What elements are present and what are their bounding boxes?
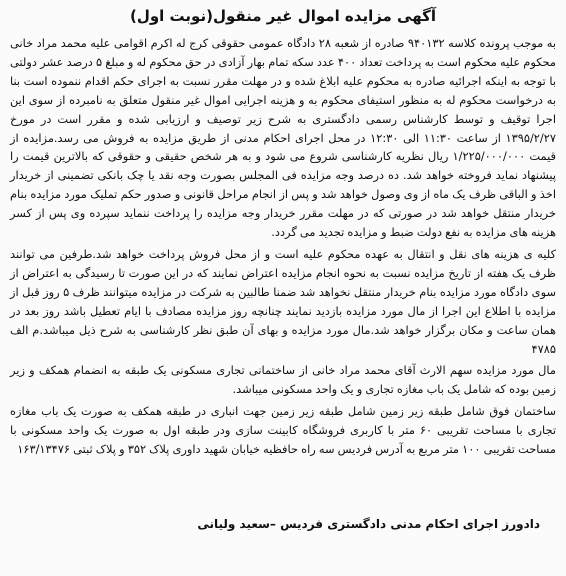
notice-paragraph-1: به موجب پرونده کلاسه ۹۴۰۱۳۲ صادره از شعبه ۲۸ دادگاه عمومی حقوقی کرج له اکرم اقوامی علیه محمد مراد خانی محکوم علیه محکوم است به پرداخت تعداد ۴۰۰ عدد سکه تمام بهار آزادی در حق محکوم له و مبلغ ۵ درصد عشر دولتی با توجه به اینکه اجرائیه صادره به محکوم علیه ابلاغ شده و در مهلت مقرر نسبت به اجرای حکم اقدام ننموده است بنا به درخواست محکوم له به منظور استیفای محکوم به و هزینه اجرایی اموال غیر منقول متعلق به نامبرده از سوی این اجرا توقیف و توسط کارشناس رسمی دادگستری به شرح زیر توصیف و ارزیابی شده و مقرر است در مورخ ۱۳۹۵/۲/۲۷ از ساعت ۱۱:۳۰ الی ۱۲:۳۰ در محل اجرای احکام مدنی از طریق مزایده به فروش می رسد.مزایده از قیمت ۱/۲۲۵/۰۰۰/۰۰۰ ریال نظریه کارشناسی شروع می شود و به هر شخص حقیقی و حقوقی که بالاترین قیمت را پیشنهاد نماید فروخته خواهد شد. ده درصد وجه مزایده فی المجلس بصورت وجه نقد یا چک بانکی تضمینی از خریدار اخذ و الباقی ظرف یک ماه از وی وصول خواهد شد و پس از انجام مراحل قانونی و صدور حکم تملیک مورد مزایده بنام خریدار منتقل خواهد شد در صورتی که در مهلت مقرر خریدار وجه مزایده را پرداخت ننماید سپرده وی پس از کسر هزینه های مزایده به نفع دولت ضبط و مزایده تجدید می گردد. <box>10 36 557 240</box>
notice-body <box>10 34 556 459</box>
notice-title: آگهی مزایده اموال غیر منقول(نوبت اول) <box>129 7 437 25</box>
notice-paragraph-3: مال مورد مزایده سهم الارث آقای محمد مراد خانی از ساختمانی تجاری مسکونی یک طبقه به انضمام همکف و زیر زمین بوده که شامل یک باب مغازه تجاری و یک واحد مسکونی میباشد. <box>10 363 556 397</box>
notice-paragraph-2: کلیه ی هزینه های نقل و انتقال به عهده محکوم علیه است و از محل فروش پرداخت خواهد شد.طرفین می توانند ظرف یک هفته از تاریخ مزایده نسبت به نحوه انجام مزایده اعتراض نمایند که در این صورت تا رسیدگی به اعتراض از سوی دادگاه مورد مزایده بنام خریدار منتقل نخواهد شد ضمنا طالبین به شرکت در مزایده میتوانند ظرف ۵ روز قبل از مزایده با اطلاع این اجرا از مال مورد مزایده بازدید نمایند چنانچه روز مزایده مصادف با ایام تعطیل باشد روز بعد در همان ساعت و مکان برگزار خواهد شد.مال مورد مزایده و بهای آن طبق نظر کارشناسی به شرح ذیل میباشد.م الف ۴۷۸۵ <box>10 246 556 356</box>
notice-paragraph-4: ساختمان فوق شامل طبقه زیر زمین شامل طبقه زیر زمین جهت انباری در طبقه همکف به صورت یک باب مغازه تجاری با مساحت تقریبی ۶۰ متر با کاربری فروشگاه کابینت سازی ودر طبقه اول به صورت یک واحد مسکونی با مساحت تقریبی ۱۰۰ متر مربع به آدرس فردیس سه راه حافظیه خیابان شهید داوری پلاک ۳۵۲ و پلاک ثبتی ۱۶۳/۱۳۴۷۶ <box>10 404 556 457</box>
notice-signature: دادورز اجرای احکام مدنی دادگستری فردیس –سعید ولیانی <box>197 517 540 531</box>
